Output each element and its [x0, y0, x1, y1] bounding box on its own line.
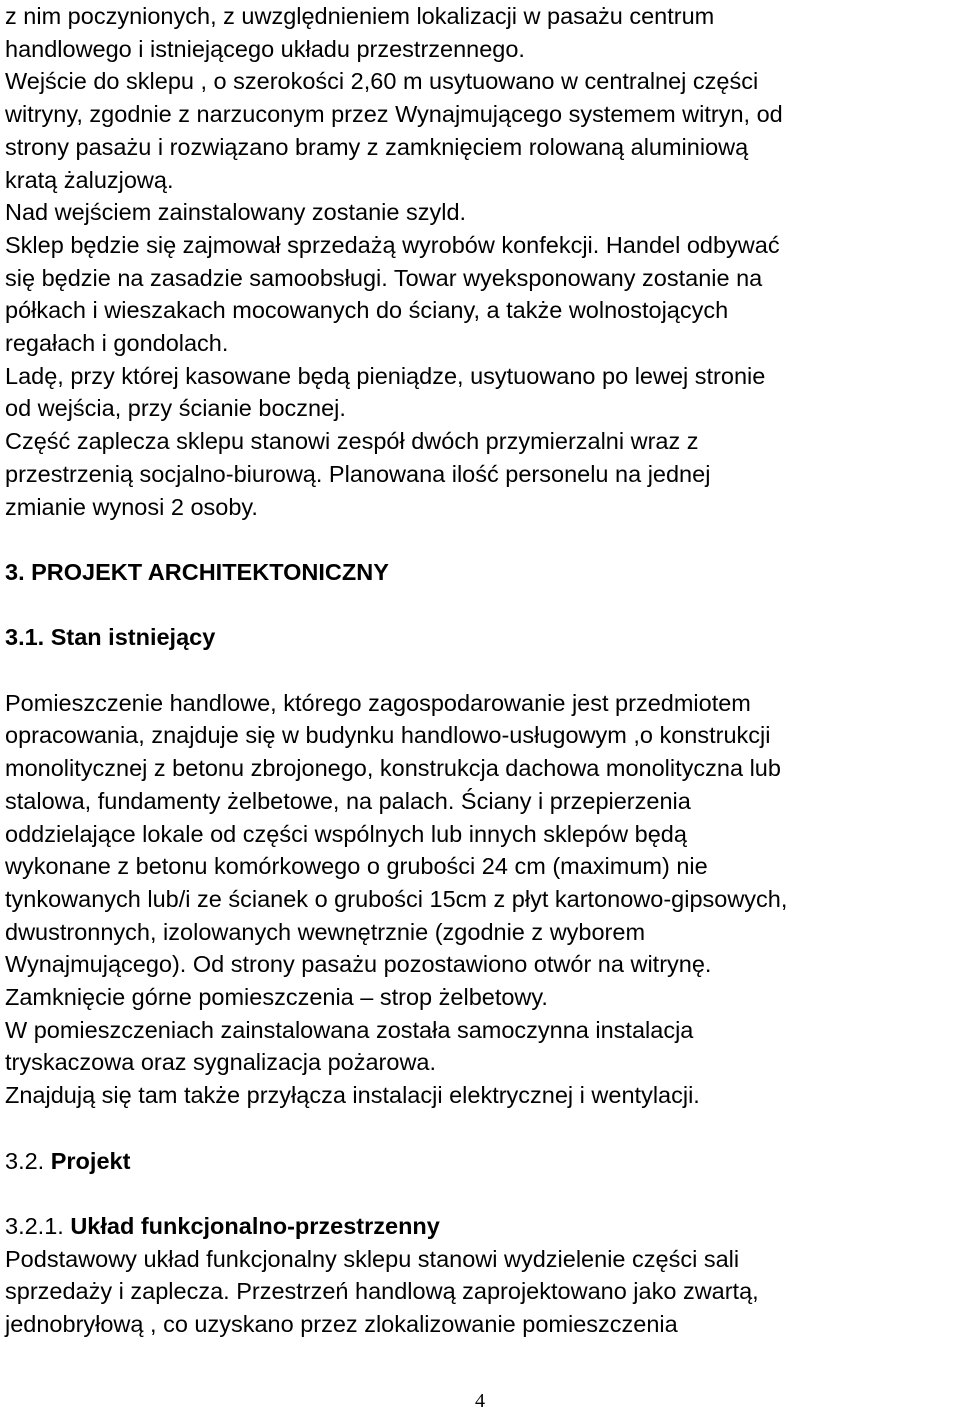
text-line: handlowego i istniejącego układu przestrzennego. [5, 35, 525, 62]
section-3-2-number: 3.2. [5, 1147, 45, 1174]
text-line: zmianie wynosi 2 osoby. [5, 493, 258, 520]
text-line: Część zaplecza sklepu stanowi zespół dwóch przymierzalni wraz z [5, 428, 699, 455]
spacer [5, 1177, 955, 1210]
section-3-2-1-heading [5, 1210, 955, 1243]
text-line: od wejścia, przy ścianie bocznej. [5, 395, 346, 422]
text-line: Nad wejściem zainstalowany zostanie szyld. [5, 199, 467, 226]
text-line: oddzielające lokale od części wspólnych lub innych sklepów będą [5, 820, 687, 847]
section-3-2-1-number: 3.2.1. [5, 1212, 64, 1239]
text-line: monolitycznej z betonu zbrojonego, konstrukcja dachowa monolityczna lub [5, 755, 781, 782]
text-line: regałach i gondolach. [5, 330, 229, 357]
section-3-2-title: Projekt [50, 1147, 131, 1174]
text-line: Sklep będzie się zajmował sprzedażą wyrobów konfekcji. Handel odbywać [5, 231, 780, 258]
text-line: kratą żaluzjową. [5, 166, 174, 193]
text-line: witryny, zgodnie z narzuconym przez Wynajmującego systemem witryn, od [5, 101, 783, 128]
page-number: 4 [475, 1390, 485, 1412]
text-line: Ladę, przy której kasowane będą pieniądze, usytuowano po lewej stronie [5, 362, 766, 389]
intro-paragraph [5, 0, 955, 65]
existing-state-paragraph [5, 687, 955, 1112]
section-3-1-heading: 3.1. Stan istniejący [5, 624, 216, 651]
text-line: Pomieszczenie handlowe, którego zagospodarowanie jest przedmiotem [5, 689, 751, 716]
text-line: Zamknięcie górne pomieszczenia – strop żelbetowy. [5, 984, 548, 1011]
section-3-2-heading [5, 1145, 955, 1178]
text-line: jednobryłową , co uzyskano przez zlokalizowanie pomieszczenia [5, 1311, 678, 1338]
text-line: Podstawowy układ funkcjonalny sklepu stanowi wydzielenie części sali [5, 1245, 740, 1272]
text-line: stalowa, fundamenty żelbetowe, na palach. Ściany i przepierzenia [5, 787, 691, 814]
spacer [5, 589, 955, 622]
document-page [5, 0, 955, 1341]
text-line: Znajdują się tam także przyłącza instalacji elektrycznej i wentylacji. [5, 1082, 700, 1109]
spacer [5, 1112, 955, 1145]
layout-paragraph [5, 1243, 955, 1341]
section-3-2-1-title: Układ funkcjonalno-przestrzenny [70, 1212, 440, 1239]
spacer [5, 523, 955, 556]
text-line: tynkowanych lub/i ze ścianek o grubości 15cm z płyt kartonowo-gipsowych, [5, 885, 788, 912]
text-line: dwustronnych, izolowanych wewnętrznie (zgodnie z wyborem [5, 918, 646, 945]
text-line: strony pasażu i rozwiązano bramy z zamknięciem rolowaną aluminiową [5, 133, 749, 160]
text-line: półkach i wieszakach mocowanych do ściany, a także wolnostojących [5, 297, 729, 324]
text-line: Wejście do sklepu , o szerokości 2,60 m usytuowano w centralnej części [5, 68, 759, 95]
text-line: wykonane z betonu komórkowego o grubości 24 cm (maximum) nie [5, 853, 708, 880]
text-line: opracowania, znajduje się w budynku handlowo-usługowym ,o konstrukcji [5, 722, 771, 749]
text-line: Wynajmującego). Od strony pasażu pozostawiono otwór na witrynę. [5, 951, 712, 978]
text-line: W pomieszczeniach zainstalowana została samoczynna instalacja [5, 1016, 694, 1043]
text-line: z nim poczynionych, z uwzględnieniem lokalizacji w pasażu centrum [5, 3, 715, 29]
text-line: przestrzenią socjalno-biurową. Planowana ilość personelu na jednej [5, 460, 711, 487]
text-line: sprzedaży i zaplecza. Przestrzeń handlową zaprojektowano jako zwartą, [5, 1278, 759, 1305]
entrance-paragraph [5, 65, 955, 523]
spacer [5, 654, 955, 687]
text-line: się będzie na zasadzie samoobsługi. Towar wyeksponowany zostanie na [5, 264, 763, 291]
text-line: tryskaczowa oraz sygnalizacja pożarowa. [5, 1049, 437, 1076]
section-3-heading: 3. PROJEKT ARCHITEKTONICZNY [5, 558, 389, 585]
